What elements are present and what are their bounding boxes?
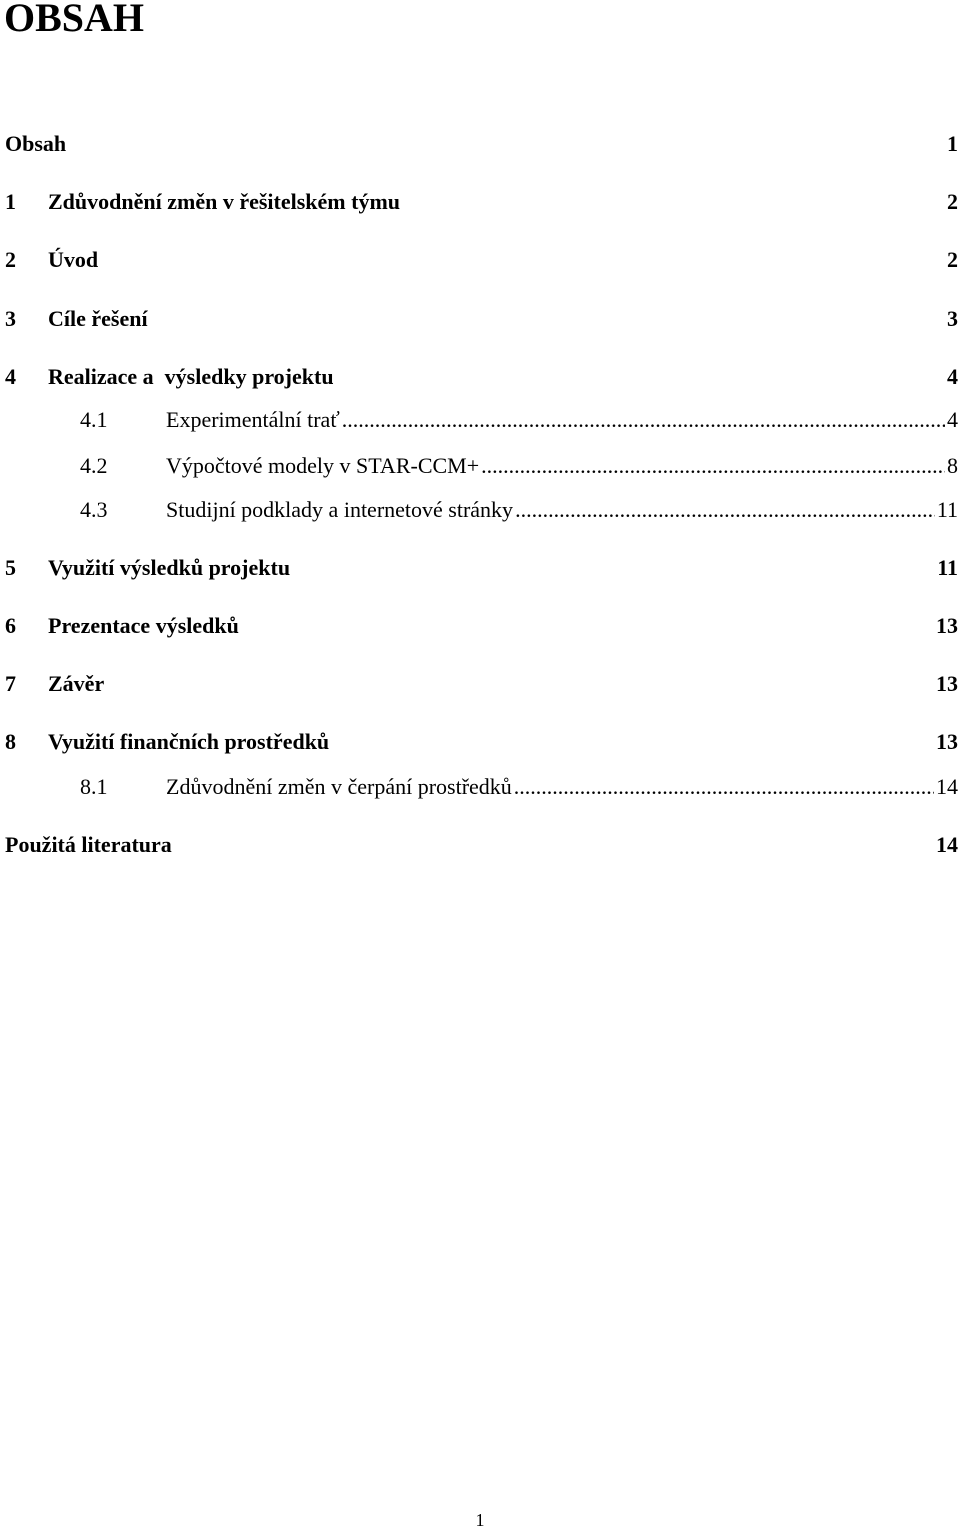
toc-entry-8-1[interactable] — [0, 772, 960, 802]
toc-entry-obsah[interactable] — [0, 129, 960, 159]
toc-entry-label: Výpočtové modely v STAR-CCM+ — [166, 453, 480, 478]
page-number: 1 — [475, 1510, 485, 1530]
toc-entry-page: 13 — [936, 671, 958, 696]
toc-entry-label: Experimentální trať — [166, 407, 340, 432]
toc-entry-page: 3 — [947, 306, 958, 331]
toc-entry-2[interactable] — [0, 245, 960, 275]
toc-entry-label: Prezentace výsledků — [48, 613, 239, 638]
toc-entry-number: 4.3 — [80, 497, 108, 522]
toc-entry-number: 7 — [5, 671, 16, 696]
toc-entry-label: Využití výsledků projektu — [48, 555, 291, 580]
toc-entry-label: Zdůvodnění změn v čerpání prostředků — [166, 774, 512, 799]
toc-entry-label: Studijní podklady a internetové stránky — [166, 497, 514, 522]
toc-entry-7[interactable] — [0, 669, 960, 699]
toc-dot-leader — [342, 405, 945, 435]
toc-entry-label: Cíle řešení — [48, 306, 148, 331]
toc-entry-4-3[interactable] — [0, 495, 960, 525]
toc-entry-page: 11 — [937, 555, 958, 580]
toc-entry-number: 8 — [5, 729, 16, 754]
toc-entry-number: 2 — [5, 247, 16, 272]
toc-entry-label: Použitá literatura — [5, 832, 172, 857]
toc-entry-number: 1 — [5, 189, 16, 214]
toc-dot-leader — [514, 772, 934, 802]
toc-entry-label: Zdůvodnění změn v řešitelském týmu — [48, 189, 400, 214]
toc-entry-page: 1 — [947, 131, 958, 156]
toc-entry-number: 6 — [5, 613, 16, 638]
toc-entry-4-2[interactable] — [0, 451, 960, 481]
toc-entry-number: 8.1 — [80, 774, 108, 799]
toc-entry-label: Úvod — [48, 247, 99, 272]
toc-entry-number: 4 — [5, 364, 16, 389]
toc-entry-page: 13 — [936, 729, 958, 754]
toc-entry-label: Závěr — [48, 671, 105, 696]
page-title: OBSAH — [4, 0, 145, 40]
toc-dot-leader — [481, 451, 945, 481]
toc-entry-6[interactable] — [0, 611, 960, 641]
toc-entry-label: Využití finančních prostředků — [48, 729, 330, 754]
toc-entry-label: Obsah — [5, 131, 67, 156]
toc-entry-page: 8 — [947, 453, 958, 478]
toc-entry-3[interactable] — [0, 304, 960, 334]
toc-entry-page: 4 — [947, 407, 958, 432]
toc-entry-page: 2 — [947, 189, 958, 214]
toc-entry-page: 4 — [947, 364, 958, 389]
toc-entry-8[interactable] — [0, 727, 960, 757]
toc-entry-label: Realizace a výsledky projektu — [48, 364, 334, 389]
toc-entry-5[interactable] — [0, 553, 960, 583]
toc-entry-page: 14 — [936, 774, 958, 799]
toc-entry-page: 13 — [936, 613, 958, 638]
toc-entry-page: 11 — [936, 497, 958, 522]
toc-entry-number: 4.2 — [80, 453, 108, 478]
toc-entry-number: 4.1 — [80, 407, 108, 432]
toc-entry-1[interactable] — [0, 187, 960, 217]
toc-entry-page: 2 — [947, 247, 958, 272]
toc-entry-literatura[interactable] — [0, 830, 960, 860]
toc-entry-page: 14 — [936, 832, 958, 857]
toc-entry-number: 5 — [5, 555, 16, 580]
toc-entry-4[interactable] — [0, 362, 960, 392]
toc-dot-leader — [515, 495, 935, 525]
toc-entry-4-1[interactable] — [0, 405, 960, 435]
toc-entry-number: 3 — [5, 306, 16, 331]
